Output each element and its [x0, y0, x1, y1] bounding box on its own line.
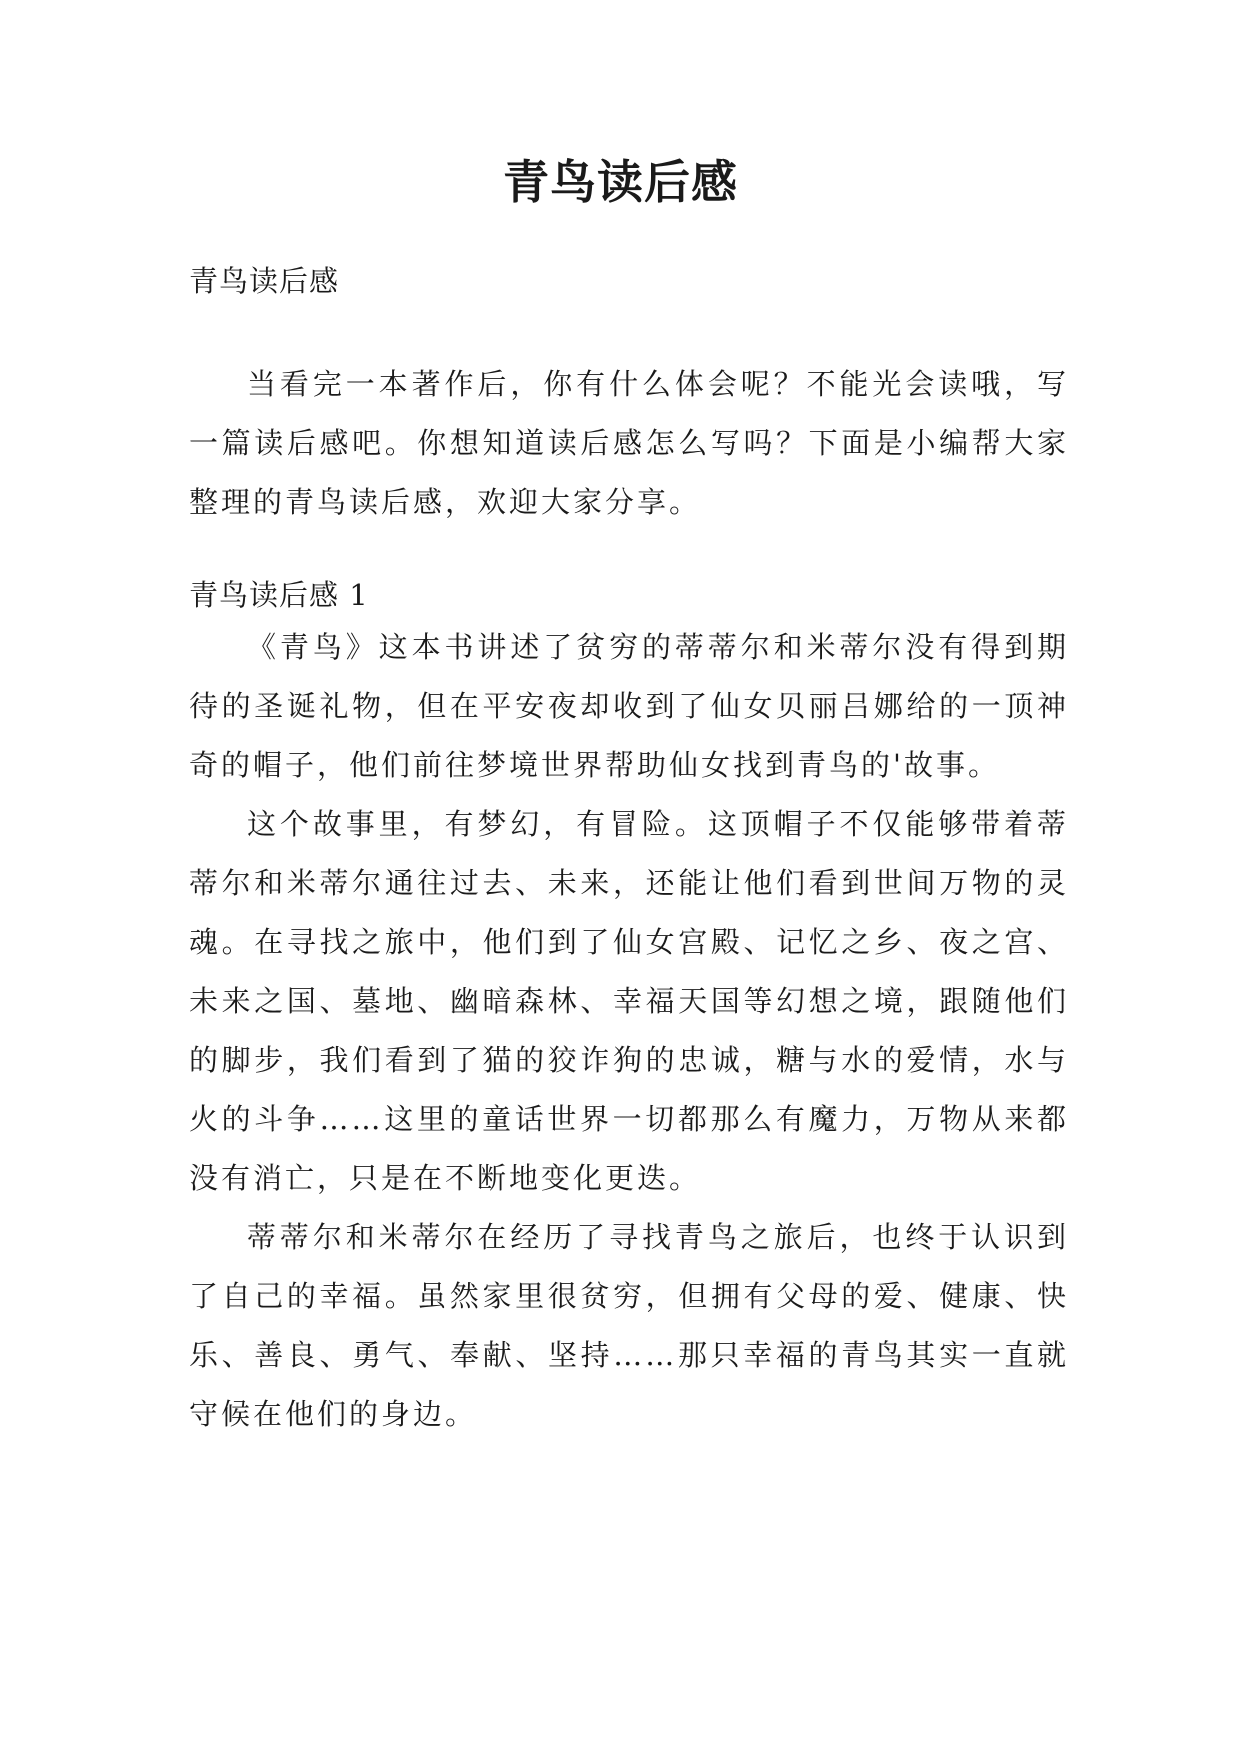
- document-subtitle: 青鸟读后感: [189, 264, 340, 298]
- section-heading: 青鸟读后感 1: [189, 578, 369, 612]
- body-paragraph: 蒂蒂尔和米蒂尔在经历了寻找青鸟之旅后，也终于认识到了自己的幸福。虽然家里很贫穷，但拥有父母的爱、健康、快乐、善良、勇气、奉献、坚持……那只幸福的青鸟其实一直就守候在他们的身边。: [189, 1220, 1069, 1431]
- intro-block: [189, 355, 1069, 532]
- document-title: 青鸟读后感: [503, 155, 738, 209]
- section-body: [189, 618, 1069, 1444]
- intro-paragraph: 当看完一本著作后，你有什么体会呢？不能光会读哦，写一篇读后感吧。你想知道读后感怎么写吗？下面是小编帮大家整理的青鸟读后感，欢迎大家分享。: [189, 367, 1069, 519]
- body-paragraph: 这个故事里，有梦幻，有冒险。这顶帽子不仅能够带着蒂蒂尔和米蒂尔通往过去、未来，还能让他们看到世间万物的灵魂。在寻找之旅中，他们到了仙女宫殿、记忆之乡、夜之宫、未来之国、墓地、幽暗森林、幸福天国等幻想之境，跟随他们的脚步，我们看到了猫的狡诈狗的忠诚，糖与水的爱情，水与火的斗争……这里的童话世界一切都那么有魔力，万物从来都没有消亡，只是在不断地变化更迭。: [189, 807, 1069, 1195]
- body-paragraph: 《青鸟》这本书讲述了贫穷的蒂蒂尔和米蒂尔没有得到期待的圣诞礼物，但在平安夜却收到了仙女贝丽吕娜给的一顶神奇的帽子，他们前往梦境世界帮助仙女找到青鸟的'故事。: [189, 630, 1069, 782]
